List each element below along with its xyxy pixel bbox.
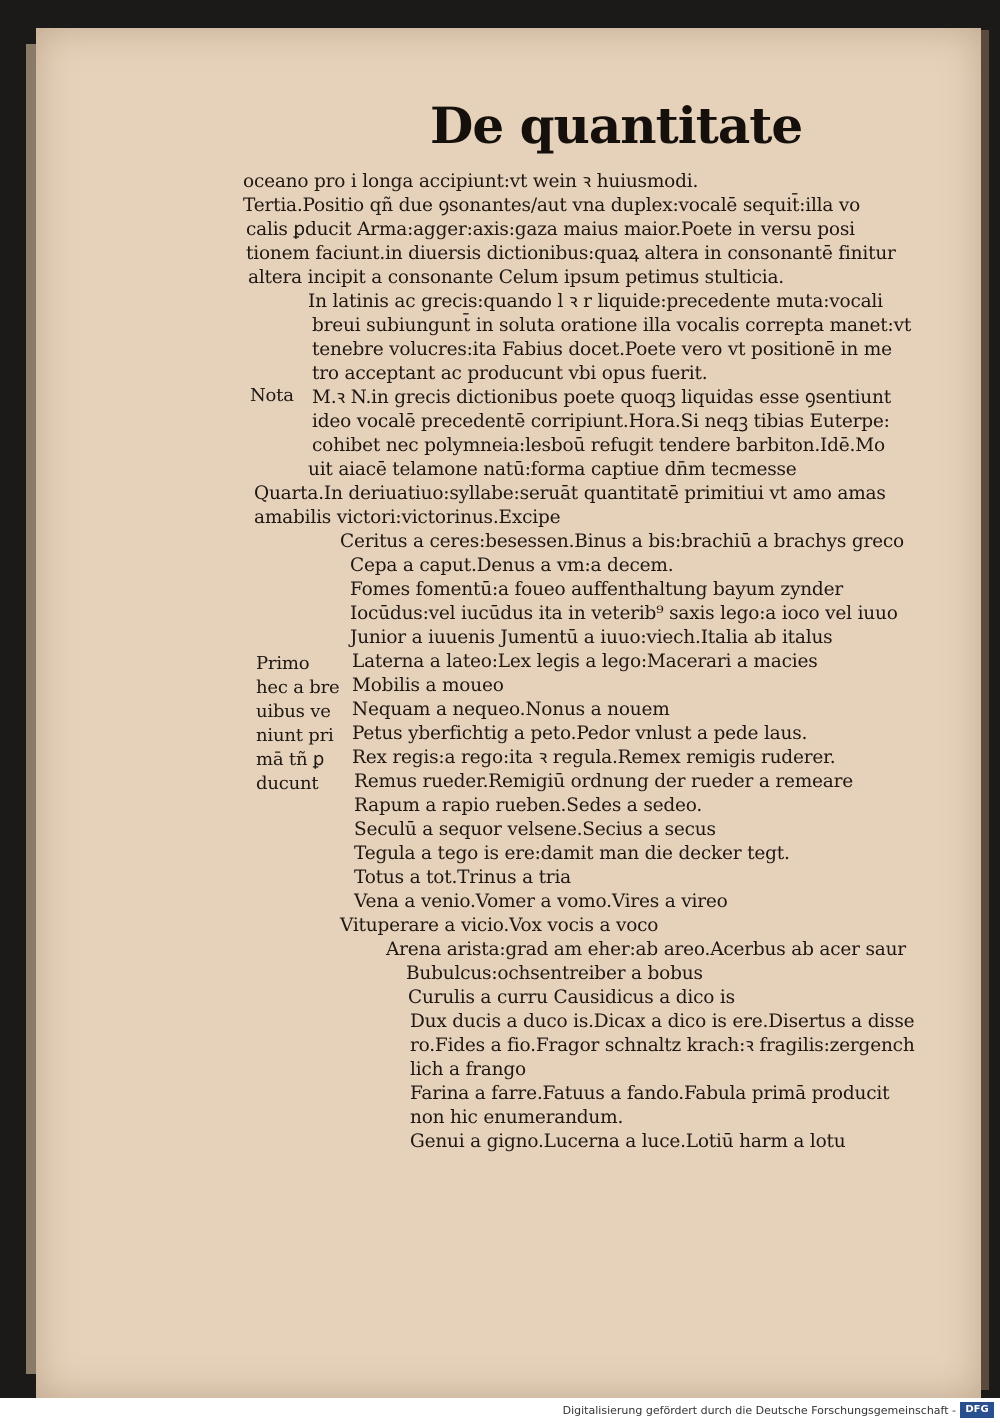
- text-line: breui subiungunt̄ in soluta oratione illa vocalis correpta manet:vt: [312, 315, 912, 336]
- footer-bar: [0, 1398, 1000, 1423]
- margin-note-line: mā tñ ꝑ: [256, 749, 325, 770]
- text-line: Tegula a tego is ere:damit man die decker tegt.: [354, 843, 790, 864]
- text-line: Nequam a nequeo.Nonus a nouem: [352, 699, 670, 720]
- text-line: Remus rueder.Remigiū ordnung der rueder a remeare: [354, 771, 854, 792]
- margin-note-line: uibus ve: [256, 701, 331, 722]
- margin-note-line: hec a bre: [256, 677, 340, 698]
- margin-note-line: Primo: [256, 653, 310, 674]
- text-line: uit aiacē telamone natū:forma captiue dn̄m tecmesse: [308, 459, 797, 480]
- text-line: calis ꝑducit Arma:agger:axis:gaza maius maior.Poete in versu posi: [246, 219, 855, 240]
- page-right-edge: [981, 30, 989, 1390]
- text-line: Quarta.In deriuatiuo:syllabe:seruāt quantitatē primitiui vt amo amas: [254, 483, 886, 504]
- funding-credit: Digitalisierung gefördert durch die Deutsche Forschungsgemeinschaft -: [562, 1404, 956, 1417]
- text-line: lich a frango: [410, 1059, 526, 1080]
- text-line: Laterna a lateo:Lex legis a lego:Macerari a macies: [352, 651, 818, 672]
- page-heading: De quantitate: [430, 96, 803, 155]
- text-line: Iocūdus:vel iucūdus ita in veterib⁹ saxis lego:a ioco vel iuuo: [350, 603, 898, 624]
- text-line: cohibet nec polymneia:lesboū refugit tendere barbiton.Idē.Mo: [312, 435, 885, 456]
- text-line: Mobilis a moueo: [352, 675, 504, 696]
- text-line: tenebre volucres:ita Fabius docet.Poete vero vt positionē in me: [312, 339, 892, 360]
- text-line: amabilis victori:victorinus.Excipe: [254, 507, 561, 528]
- text-line: oceano pro i longa accipiunt:vt wein ꝛ huiusmodi.: [243, 171, 699, 192]
- margin-note-nota: Nota: [250, 385, 294, 406]
- text-line: tionem faciunt.in diuersis dictionibus:quaꝝ altera in consonantē finitur: [246, 243, 896, 264]
- margin-note-line: ducunt: [256, 773, 319, 794]
- text-line: ideo vocalē precedentē corripiunt.Hora.Si neqꝫ tibias Euterpe:: [312, 411, 890, 432]
- text-line: Dux ducis a duco is.Dicax a dico is ere.Disertus a disse: [410, 1011, 915, 1032]
- text-line: Cepa a caput.Denus a vm:a decem.: [350, 555, 674, 576]
- text-line: tro acceptant ac producunt vbi opus fuerit.: [312, 363, 708, 384]
- text-line: Tertia.Positio qñ due ꝯsonantes/aut vna duplex:vocalē sequit̄:illa vo: [243, 195, 861, 216]
- text-line: Curulis a curru Causidicus a dico is: [408, 987, 735, 1008]
- text-line: Fomes fomentū:a foueo auffenthaltung bayum zynder: [350, 579, 843, 600]
- text-line: ro.Fides a fio.Fragor schnaltz krach:ꝛ fragilis:zergench: [410, 1035, 915, 1056]
- text-line: Seculū a sequor velsene.Secius a secus: [354, 819, 716, 840]
- page-left-edge: [26, 44, 36, 1374]
- text-line: In latinis ac grecis:quando l ꝛ r liquide:precedente muta:vocali: [308, 291, 883, 312]
- text-line: Rex regis:a rego:ita ꝛ regula.Remex remigis ruderer.: [352, 747, 836, 768]
- text-line: M.ꝛ N.in grecis dictionibus poete quoqꝫ liquidas esse ꝯsentiunt: [312, 387, 891, 408]
- text-line: altera incipit a consonante Celum ipsum petimus stulticia.: [248, 267, 784, 288]
- text-line: Arena arista:grad am eher:ab areo.Acerbus ab acer saur: [386, 939, 906, 960]
- text-line: Vituperare a vicio.Vox vocis a voco: [340, 915, 659, 936]
- margin-note-line: niunt pri: [256, 725, 334, 746]
- text-line: non hic enumerandum.: [410, 1107, 624, 1128]
- text-line: Petus yberfichtig a peto.Pedor vnlust a pede laus.: [352, 723, 808, 744]
- text-line: Rapum a rapio rueben.Sedes a sedeo.: [354, 795, 703, 816]
- text-line: Bubulcus:ochsentreiber a bobus: [406, 963, 703, 984]
- text-line: Totus a tot.Trinus a tria: [354, 867, 572, 888]
- text-line: Farina a farre.Fatuus a fando.Fabula primā producit: [410, 1083, 890, 1104]
- text-line: Vena a venio.Vomer a vomo.Vires a vireo: [354, 891, 728, 912]
- text-line: Ceritus a ceres:besessen.Binus a bis:brachiū a brachys greco: [340, 531, 904, 552]
- text-line: Junior a iuuenis Jumentū a iuuo:viech.Italia ab italus: [350, 627, 833, 648]
- dfg-logo: DFG: [960, 1402, 994, 1418]
- text-line: Genui a gigno.Lucerna a luce.Lotiū harm a lotu: [410, 1131, 846, 1152]
